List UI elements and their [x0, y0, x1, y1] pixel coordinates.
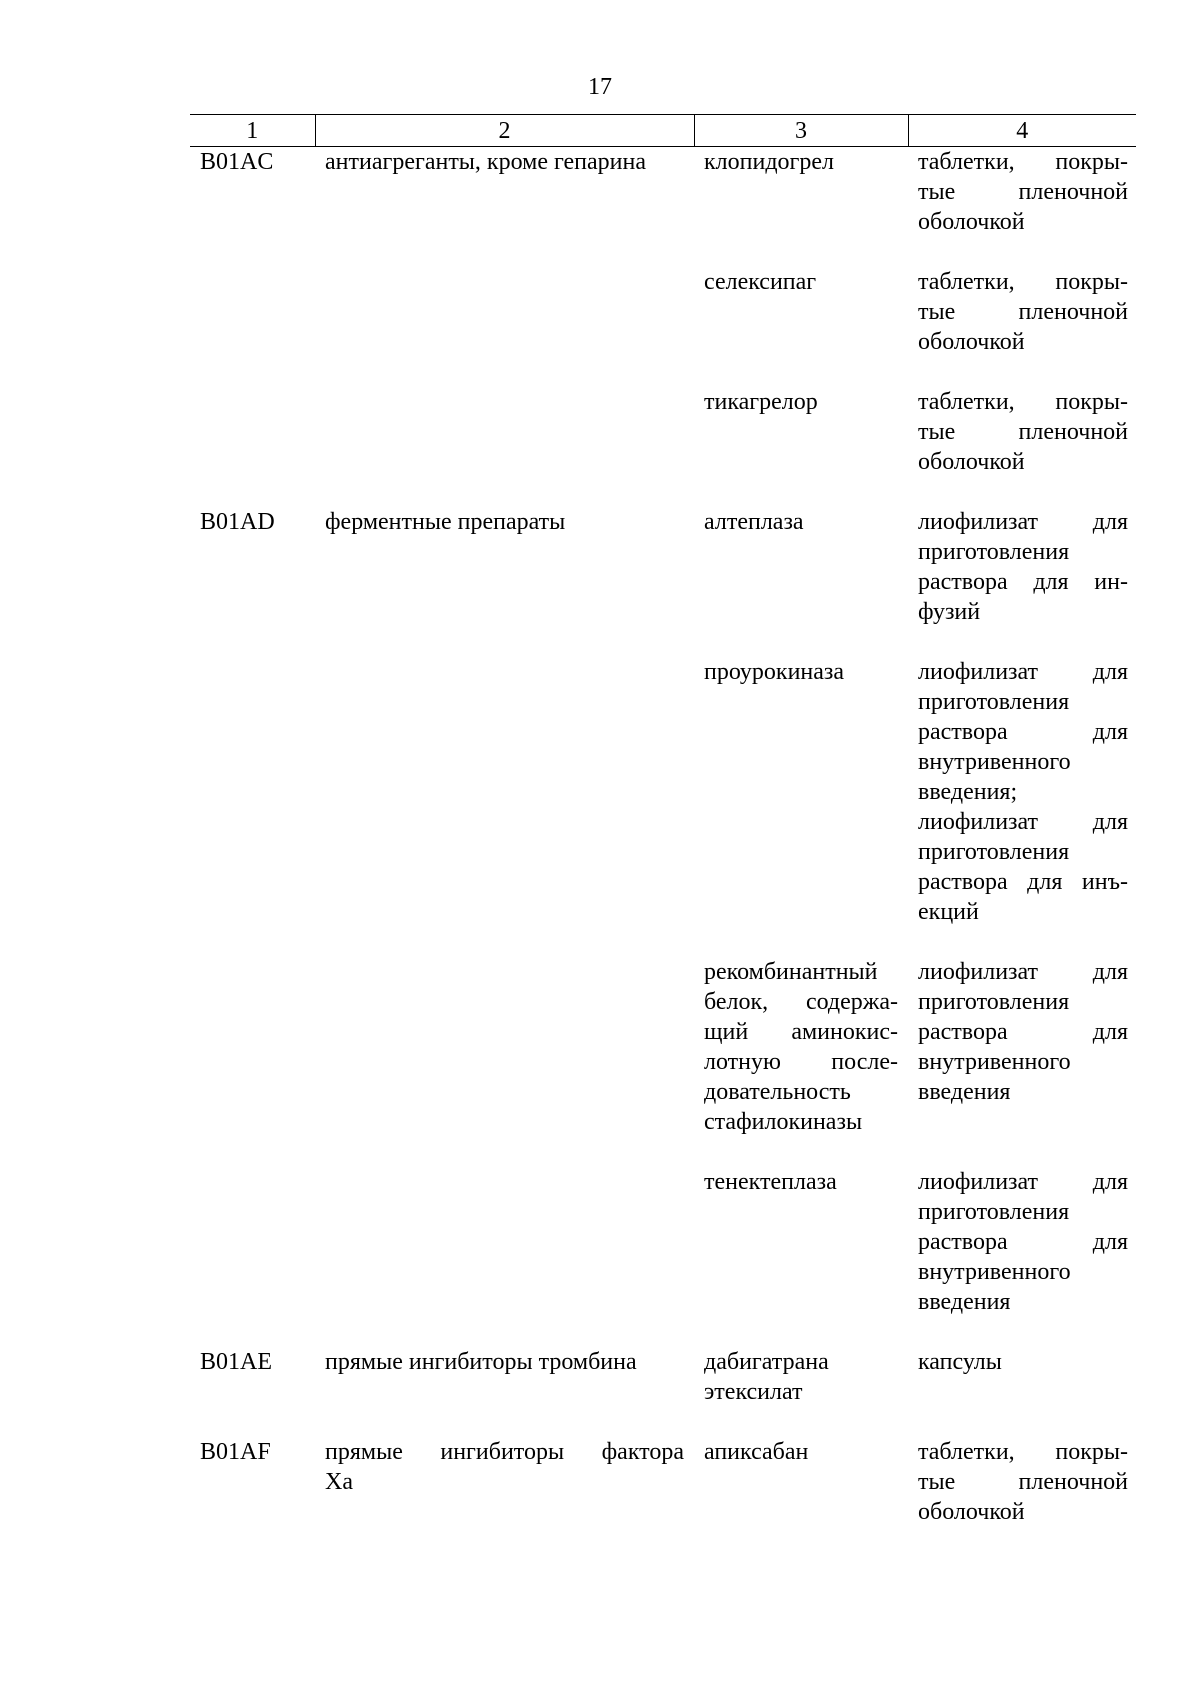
substance-name-line: проурокиназа [704, 659, 845, 685]
dosage-form [908, 267, 1136, 387]
substance-name [694, 1347, 908, 1437]
atc-code [190, 957, 315, 1167]
table-row [190, 1167, 1136, 1347]
substance-name [694, 1167, 908, 1347]
substance-name-line: стафилокиназы [704, 1109, 863, 1135]
group-name [315, 267, 694, 387]
dosage-form-line: введения; [918, 779, 1018, 805]
column-header-3: 3 [694, 115, 908, 147]
dosage-form-line: таблетки, покры- [918, 269, 1128, 295]
dosage-form [908, 957, 1136, 1167]
atc-code-line: B01AE [200, 1349, 272, 1375]
substance-name-line: тенектеплаза [704, 1169, 837, 1195]
dosage-form-line: введения [918, 1079, 1011, 1105]
dosage-form-line: приготовления [918, 989, 1070, 1015]
substance-name [694, 267, 908, 387]
dosage-form-line: оболочкой [918, 449, 1025, 475]
substance-name-line: этексилат [704, 1379, 803, 1405]
group-name-line: ферментные препараты [325, 509, 566, 535]
dosage-form-line: лиофилизат для [918, 509, 1128, 535]
dosage-form-line: раствора для [918, 1019, 1128, 1045]
substance-name [694, 507, 908, 657]
dosage-form-line: раствора для [918, 1229, 1128, 1255]
dosage-form-line: екций [918, 899, 979, 925]
atc-code-line: B01AF [200, 1439, 271, 1465]
dosage-form-line: приготовления [918, 689, 1070, 715]
dosage-form-line: оболочкой [918, 329, 1025, 355]
group-name-line: антиагреганты, кроме гепарина [325, 149, 646, 175]
column-header-1: 1 [190, 115, 315, 147]
dosage-form-line: тые пленочной [918, 179, 1128, 205]
dosage-form-line: таблетки, покры- [918, 389, 1128, 415]
dosage-form-line: оболочкой [918, 209, 1025, 235]
dosage-form-line: раствора для ин- [918, 569, 1128, 595]
dosage-form-line: введения [918, 1289, 1011, 1315]
table-row [190, 957, 1136, 1167]
substance-name [694, 387, 908, 507]
substance-name-line: белок, содержа- [704, 989, 898, 1015]
group-name-line: прямые ингибиторы фактора [325, 1439, 684, 1465]
dosage-form [908, 1167, 1136, 1347]
group-name [315, 957, 694, 1167]
dosage-form-line: тые пленочной [918, 299, 1128, 325]
substance-name-line: щий аминокис- [704, 1019, 898, 1045]
substance-name [694, 957, 908, 1167]
atc-code [190, 1347, 315, 1437]
dosage-form [908, 507, 1136, 657]
table-row [190, 1347, 1136, 1437]
drug-table [190, 114, 1136, 1557]
column-header-2: 2 [315, 115, 694, 147]
dosage-form [908, 147, 1136, 268]
substance-name-line: клопидогрел [704, 149, 835, 175]
dosage-form [908, 1347, 1136, 1437]
atc-code [190, 147, 315, 268]
group-name [315, 1347, 694, 1437]
atc-code-line: B01AC [200, 149, 274, 175]
dosage-form-line: лиофилизат для [918, 809, 1128, 835]
dosage-form-line: приготовления [918, 1199, 1070, 1225]
table-row [190, 1437, 1136, 1557]
atc-code [190, 267, 315, 387]
dosage-form [908, 1437, 1136, 1557]
group-name [315, 1437, 694, 1557]
table-body [190, 147, 1136, 1558]
substance-name-line: рекомбинантный [704, 959, 878, 985]
dosage-form-line: таблетки, покры- [918, 1439, 1128, 1465]
atc-code [190, 387, 315, 507]
dosage-form-line: капсулы [918, 1349, 1002, 1375]
table-row [190, 387, 1136, 507]
column-header-4: 4 [908, 115, 1136, 147]
dosage-form [908, 387, 1136, 507]
dosage-form-line: лиофилизат для [918, 1169, 1128, 1195]
dosage-form-line: внутривенного [918, 749, 1071, 775]
substance-name [694, 147, 908, 268]
dosage-form-line: внутривенного [918, 1259, 1071, 1285]
atc-code [190, 1167, 315, 1347]
group-name [315, 657, 694, 957]
dosage-form-line: лиофилизат для [918, 659, 1128, 685]
page-number: 17 [588, 74, 612, 100]
dosage-form-line: тые пленочной [918, 1469, 1128, 1495]
atc-code [190, 657, 315, 957]
substance-name-line: селексипаг [704, 269, 817, 295]
substance-name-line: дабигатрана [704, 1349, 829, 1375]
atc-code-line: B01AD [200, 509, 275, 535]
dosage-form-line: тые пленочной [918, 419, 1128, 445]
table-row [190, 147, 1136, 268]
group-name [315, 147, 694, 268]
dosage-form-line: таблетки, покры- [918, 149, 1128, 175]
dosage-form-line: лиофилизат для [918, 959, 1128, 985]
table-header-row [190, 115, 1136, 147]
group-name [315, 387, 694, 507]
group-name-line: Xa [325, 1469, 353, 1495]
substance-name-line: алтеплаза [704, 509, 804, 535]
table-row [190, 267, 1136, 387]
dosage-form-line: внутривенного [918, 1049, 1071, 1075]
group-name [315, 507, 694, 657]
dosage-form-line: фузий [918, 599, 981, 625]
atc-code [190, 1437, 315, 1557]
atc-code [190, 507, 315, 657]
group-name [315, 1167, 694, 1347]
group-name-line: прямые ингибиторы тромбина [325, 1349, 637, 1375]
table-row [190, 507, 1136, 657]
dosage-form-line: приготовления [918, 839, 1070, 865]
substance-name [694, 657, 908, 957]
dosage-form-line: раствора для [918, 719, 1128, 745]
dosage-form-line: приготовления [918, 539, 1070, 565]
dosage-form-line: раствора для инъ- [918, 869, 1128, 895]
dosage-form [908, 657, 1136, 957]
dosage-form-line: оболочкой [918, 1499, 1025, 1525]
substance-name-line: тикагрелор [704, 389, 818, 415]
substance-name-line: лотную после- [704, 1049, 898, 1075]
substance-name-line: довательность [704, 1079, 851, 1105]
table-row [190, 657, 1136, 957]
substance-name-line: апиксабан [704, 1439, 809, 1465]
substance-name [694, 1437, 908, 1557]
